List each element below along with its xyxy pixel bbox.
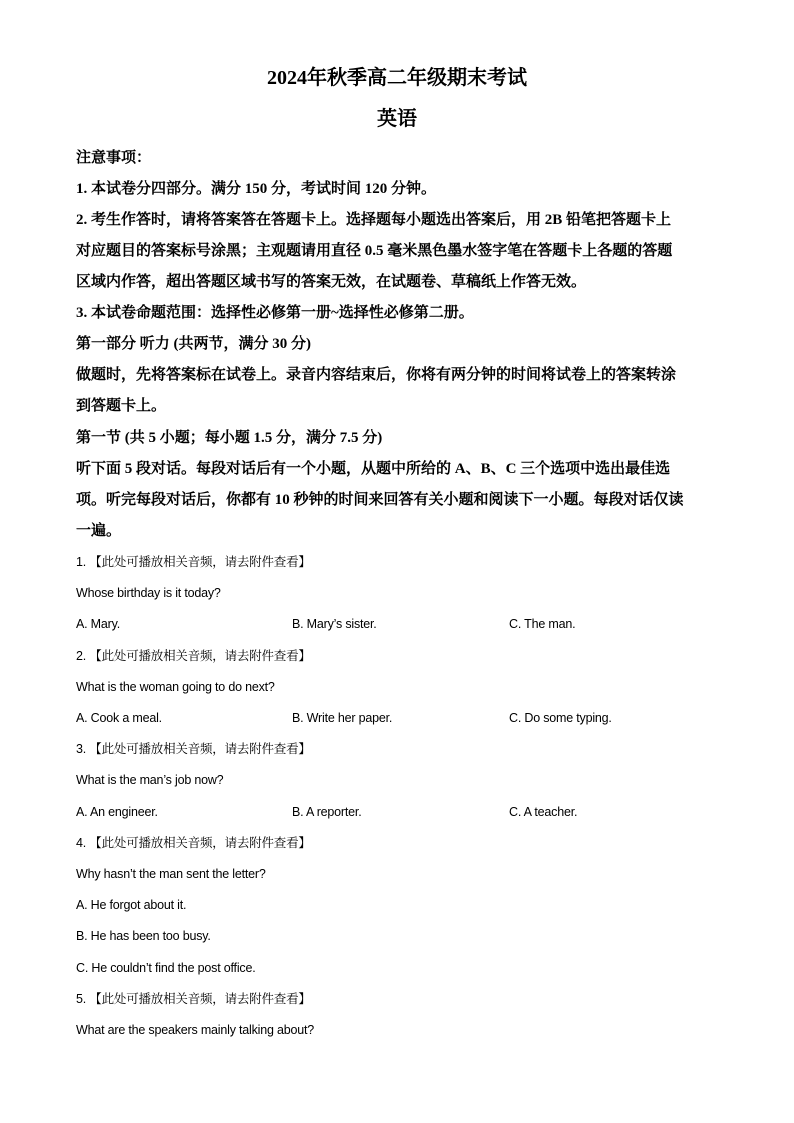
- section1-heading: 第一节 (共 5 小题；每小题 1.5 分，满分 7.5 分): [76, 430, 383, 446]
- question-4-text: Why hasn’t the man sent the letter?: [76, 867, 266, 881]
- notice-item-3: 3. 本试卷命题范围：选择性必修第一册~选择性必修第二册。: [76, 305, 474, 321]
- question-3-option-c: C. A teacher.: [509, 805, 578, 819]
- notice-item-2: 2. 考生作答时，请将答案答在答题卡上。选择题每小题选出答案后，用 2B 铅笔把答题卡上: [76, 212, 672, 228]
- audio-placeholder-2: 2. 【此处可播放相关音频，请去附件查看】: [76, 649, 311, 663]
- question-2-text: What is the woman going to do next?: [76, 680, 275, 694]
- question-1-option-a: A. Mary.: [76, 617, 121, 631]
- question-3-option-b: B. A reporter.: [292, 805, 362, 819]
- question-2-option-c: C. Do some typing.: [509, 711, 612, 725]
- part1-heading: 第一部分 听力 (共两节，满分 30 分): [76, 336, 311, 352]
- question-5-text: What are the speakers mainly talking about?: [76, 1023, 315, 1037]
- audio-placeholder-4: 4. 【此处可播放相关音频，请去附件查看】: [76, 836, 311, 850]
- question-1-text: Whose birthday is it today?: [76, 586, 221, 600]
- question-2-option-a: A. Cook a meal.: [76, 711, 162, 725]
- question-4-option-c: C. He couldn’t find the post office.: [76, 961, 256, 975]
- notice-heading: 注意事项：: [76, 150, 152, 166]
- notice-item-1: 1. 本试卷分四部分。满分 150 分，考试时间 120 分钟。: [76, 181, 437, 197]
- question-4-option-b: B. He has been too busy.: [76, 929, 211, 943]
- notice-item-2-end: 区域内作答，超出答题区域书写的答案无效，在试题卷、草稿纸上作答无效。: [76, 274, 587, 290]
- question-3-option-a: A. An engineer.: [76, 805, 158, 819]
- audio-placeholder-1: 1. 【此处可播放相关音频，请去附件查看】: [76, 555, 311, 569]
- audio-placeholder-5: 5. 【此处可播放相关音频，请去附件查看】: [76, 992, 311, 1006]
- audio-placeholder-3: 3. 【此处可播放相关音频，请去附件查看】: [76, 742, 311, 756]
- part1-intro-line-1: 做题时，先将答案标在试卷上。录音内容结束后，你将有两分钟的时间将试卷上的答案转涂: [76, 367, 677, 383]
- section1-instructions-3: 一遍。: [76, 523, 122, 539]
- question-3-text: What is the man’s job now?: [76, 773, 224, 787]
- exam-title: 2024年秋季高二年级期末考试: [267, 67, 527, 89]
- section1-instructions-2: 项。听完每段对话后，你都有 10 秒钟的时间来回答有关小题和阅读下一小题。每段对话仅读: [76, 492, 684, 508]
- section1-instructions-1: 听下面 5 段对话。每段对话后有一个小题，从题中所给的 A、B、C 三个选项中选出最佳选: [76, 461, 671, 477]
- question-2-option-b: B. Write her paper.: [292, 711, 393, 725]
- question-4-option-a: A. He forgot about it.: [76, 898, 187, 912]
- notice-item-2-cont: 对应题目的答案标号涂黑；主观题请用直径 0.5 毫米黑色墨水签字笔在答题卡上各题的答题: [76, 243, 673, 259]
- subject-title: 英语: [377, 108, 417, 130]
- question-1-option-c: C. The man.: [509, 617, 576, 631]
- part1-intro-line-2: 到答题卡上。: [76, 398, 167, 414]
- question-1-option-b: B. Mary’s sister.: [292, 617, 377, 631]
